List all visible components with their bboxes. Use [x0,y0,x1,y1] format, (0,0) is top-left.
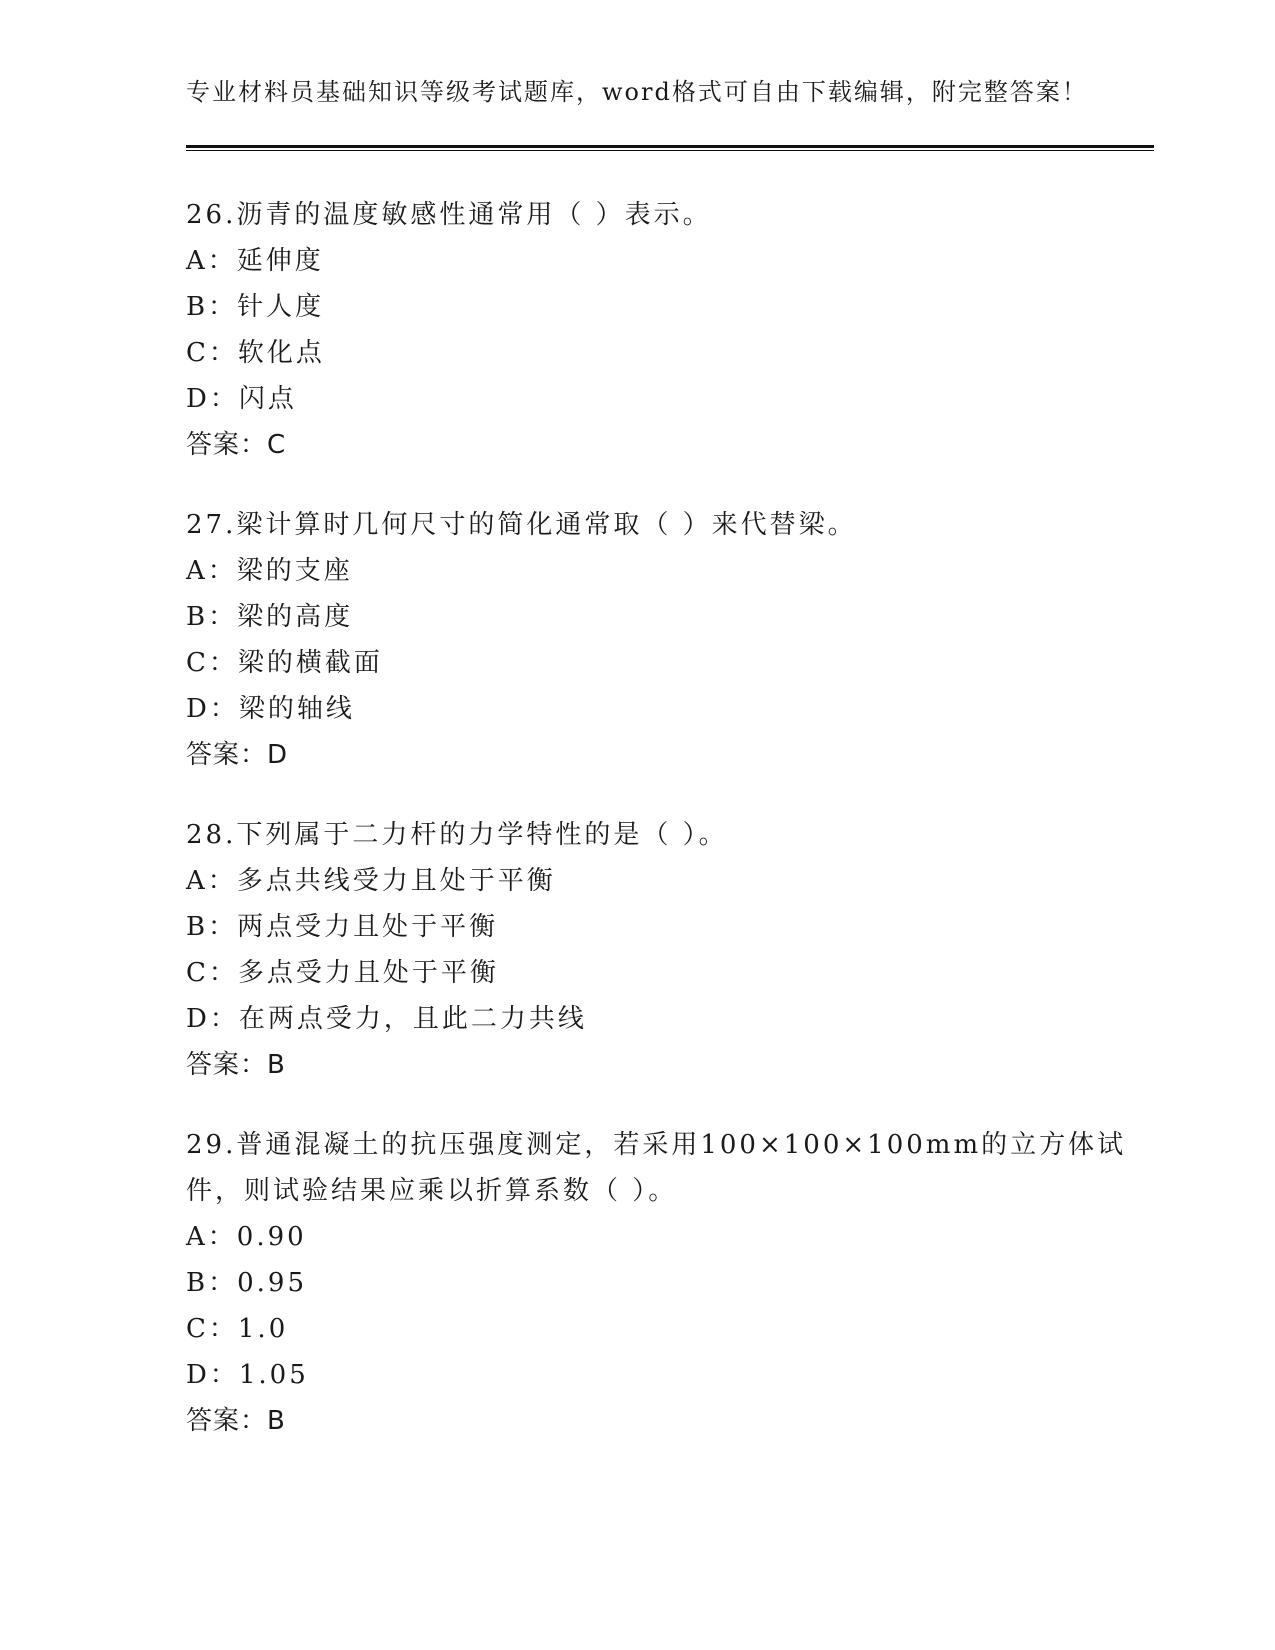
option-c: C：软化点 [186,338,325,368]
option-c: C：梁的横截面 [186,648,383,678]
option-a: A：多点共线受力且处于平衡 [186,866,556,896]
question-29 [186,1122,1126,1444]
option-b: B：梁的高度 [186,602,354,632]
option-b: B：两点受力且处于平衡 [186,912,499,942]
option-b: B：0.95 [186,1268,307,1298]
question-27 [186,502,857,778]
option-b: B：针人度 [186,292,325,322]
answer: 答案：C [186,430,287,460]
option-d: D：梁的轴线 [186,694,355,724]
question-26 [186,192,712,468]
answer: 答案：B [186,1406,286,1436]
page-header: 专业材料员基础知识等级考试题库，word格式可自由下载编辑，附完整答案！ [186,78,1088,106]
question-stem: 29.普通混凝土的抗压强度测定，若采用100×100×100mm的立方体试 [186,1130,1127,1160]
question-stem-continued: 件，则试验结果应乘以折算系数（ ）。 [186,1176,678,1206]
answer: 答案：B [186,1050,286,1080]
option-d: D：在两点受力，且此二力共线 [186,1004,587,1034]
option-d: D：1.05 [186,1360,309,1390]
option-a: A：梁的支座 [186,556,353,586]
question-stem: 27.梁计算时几何尺寸的简化通常取（ ）来代替梁。 [186,510,857,540]
question-28 [186,812,728,1088]
option-a: A：0.90 [186,1222,307,1252]
option-a: A：延伸度 [186,246,324,276]
option-d: D：闪点 [186,384,297,414]
option-c: C：多点受力且处于平衡 [186,958,499,988]
question-stem: 26.沥青的温度敏感性通常用（ ）表示。 [186,200,712,230]
option-c: C：1.0 [186,1314,289,1344]
question-stem: 28.下列属于二力杆的力学特性的是（ ）。 [186,820,728,850]
header-divider [186,145,1154,151]
answer: 答案：D [186,740,289,770]
